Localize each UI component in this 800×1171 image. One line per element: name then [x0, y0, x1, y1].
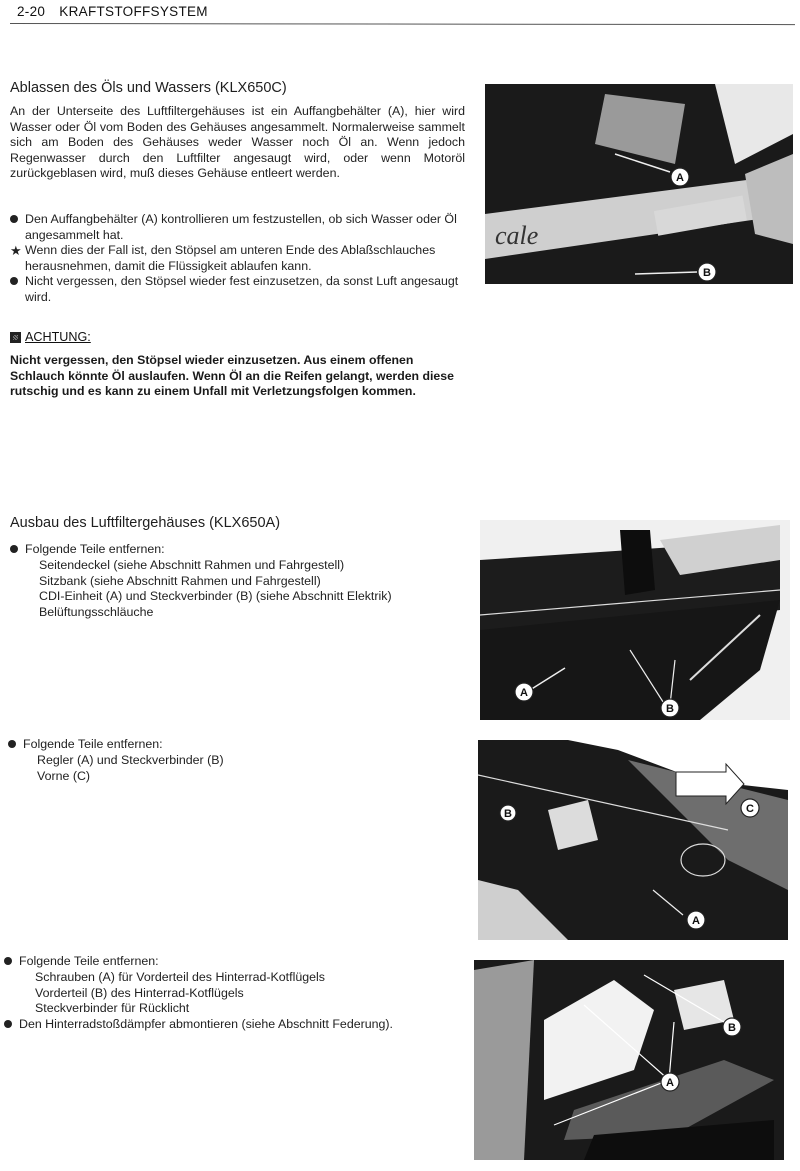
list-item: Regler (A) und Steckverbinder (B) [37, 753, 224, 767]
warning-text: Nicht vergessen, den Stöpsel wieder einzusetzen. Aus einem offenen Schlauch könnte Öl auslaufen. Wenn Öl an die Reifen gelangt, werden diese rutschig und es kann zu einem Unfall mit Verletzungsfolgen kommen. [10, 353, 454, 399]
step-4 [4, 1017, 474, 1033]
callout-b: B [728, 1022, 736, 1034]
list-item: ★ Wenn dies der Fall ist, den Stöpsel am unteren Ende des Ablaßschlauches herausnehmen, damit die Flüssigkeit ablaufen kann. [10, 243, 436, 273]
warning-heading: ACHTUNG: [10, 330, 91, 344]
figure-drain-container-photo [485, 84, 793, 284]
figure-regulator-photo [478, 740, 788, 940]
photo-illustration [474, 960, 784, 1160]
list-item: Folgende Teile entfernen: [10, 542, 465, 558]
photo-illustration [478, 740, 788, 940]
step-1-parts-list [39, 558, 469, 620]
list-item: Nicht vergessen, den Stöpsel wieder fest einzusetzen, da sonst Luft angesaugt wird. [10, 274, 465, 305]
step-list [10, 212, 465, 306]
photo-illustration [485, 84, 793, 284]
list-item: Steckverbinder für Rücklicht [35, 1001, 190, 1016]
photo-illustration [480, 520, 790, 720]
bullet-icon [10, 212, 22, 228]
callout-a: A [666, 1077, 674, 1089]
step-2 [8, 737, 463, 753]
step-3-parts-list [35, 970, 465, 1017]
header-divider [10, 23, 795, 25]
bullet-icon [10, 274, 22, 290]
list-item: Folgende Teile entfernen: [8, 737, 463, 753]
callout-c: C [746, 803, 754, 815]
callout-b: B [504, 808, 512, 820]
list-item: Den Auffangbehälter (A) kontrollieren um festzustellen, ob sich Wasser oder Öl angesammelt hat. [10, 212, 465, 243]
step-3 [4, 954, 464, 970]
star-icon: ★ [10, 243, 22, 259]
step-2-parts-list [37, 753, 467, 784]
list-item: Folgende Teile entfernen: [4, 954, 464, 970]
figure-cdi-unit-photo [480, 520, 790, 720]
section-title-oil-water-drain: Ablassen des Öls und Wassers (KLX650C) [10, 80, 287, 96]
bullet-icon [10, 542, 22, 558]
page-number: 2-20 [17, 4, 46, 19]
chapter-title: KRAFTSTOFFSYSTEM [59, 4, 208, 19]
list-item: Den Hinterradstoßdämpfer abmontieren (siehe Abschnitt Federung). [4, 1017, 474, 1033]
list-item: Sitzbank (siehe Abschnitt Rahmen und Fahrgestell) [39, 573, 321, 588]
callout-a: A [676, 172, 684, 184]
list-item: Schrauben (A) für Vorderteil des Hinterrad-Kotflügels [35, 970, 325, 984]
callout-a: A [520, 687, 528, 699]
figure-rear-fender-photo [474, 960, 784, 1160]
list-item: Belüftungsschläuche [39, 604, 154, 619]
page-header [17, 4, 208, 19]
callout-b: B [703, 267, 711, 279]
list-item: Vorderteil (B) des Hinterrad-Kotflügels [35, 985, 244, 1000]
step-1 [10, 542, 465, 558]
svg-text:cale: cale [495, 221, 539, 250]
list-item: Vorne (C) [37, 768, 91, 783]
bullet-icon [4, 1017, 16, 1033]
section-intro: An der Unterseite des Luftfiltergehäuses ist ein Auffangbehälter (A), hier wird Wasser oder Öl vom Boden des Gehäuses angesammelt. Normalerweise sammelt sich am Boden des Gehäuses weder Wasser noch Öl an. Wenn jedoch Regenwasser durch den Luftfilter angesaugt wird, oder wenn Motoröl zurückgeblasen wird, muß dieses Gehäuse entleert werden. [10, 104, 465, 181]
list-item: CDI-Einheit (A) und Steckverbinder (B) (siehe Abschnitt Elektrik) [39, 589, 392, 604]
section-title-airbox-removal: Ausbau des Luftfiltergehäuses (KLX650A) [10, 515, 281, 531]
bullet-icon [8, 737, 20, 753]
warning-icon [10, 332, 21, 343]
callout-b: B [666, 703, 674, 715]
callout-a: A [692, 915, 700, 927]
bullet-icon [4, 954, 16, 970]
list-item: Seitendeckel (siehe Abschnitt Rahmen und Fahrgestell) [39, 558, 345, 572]
